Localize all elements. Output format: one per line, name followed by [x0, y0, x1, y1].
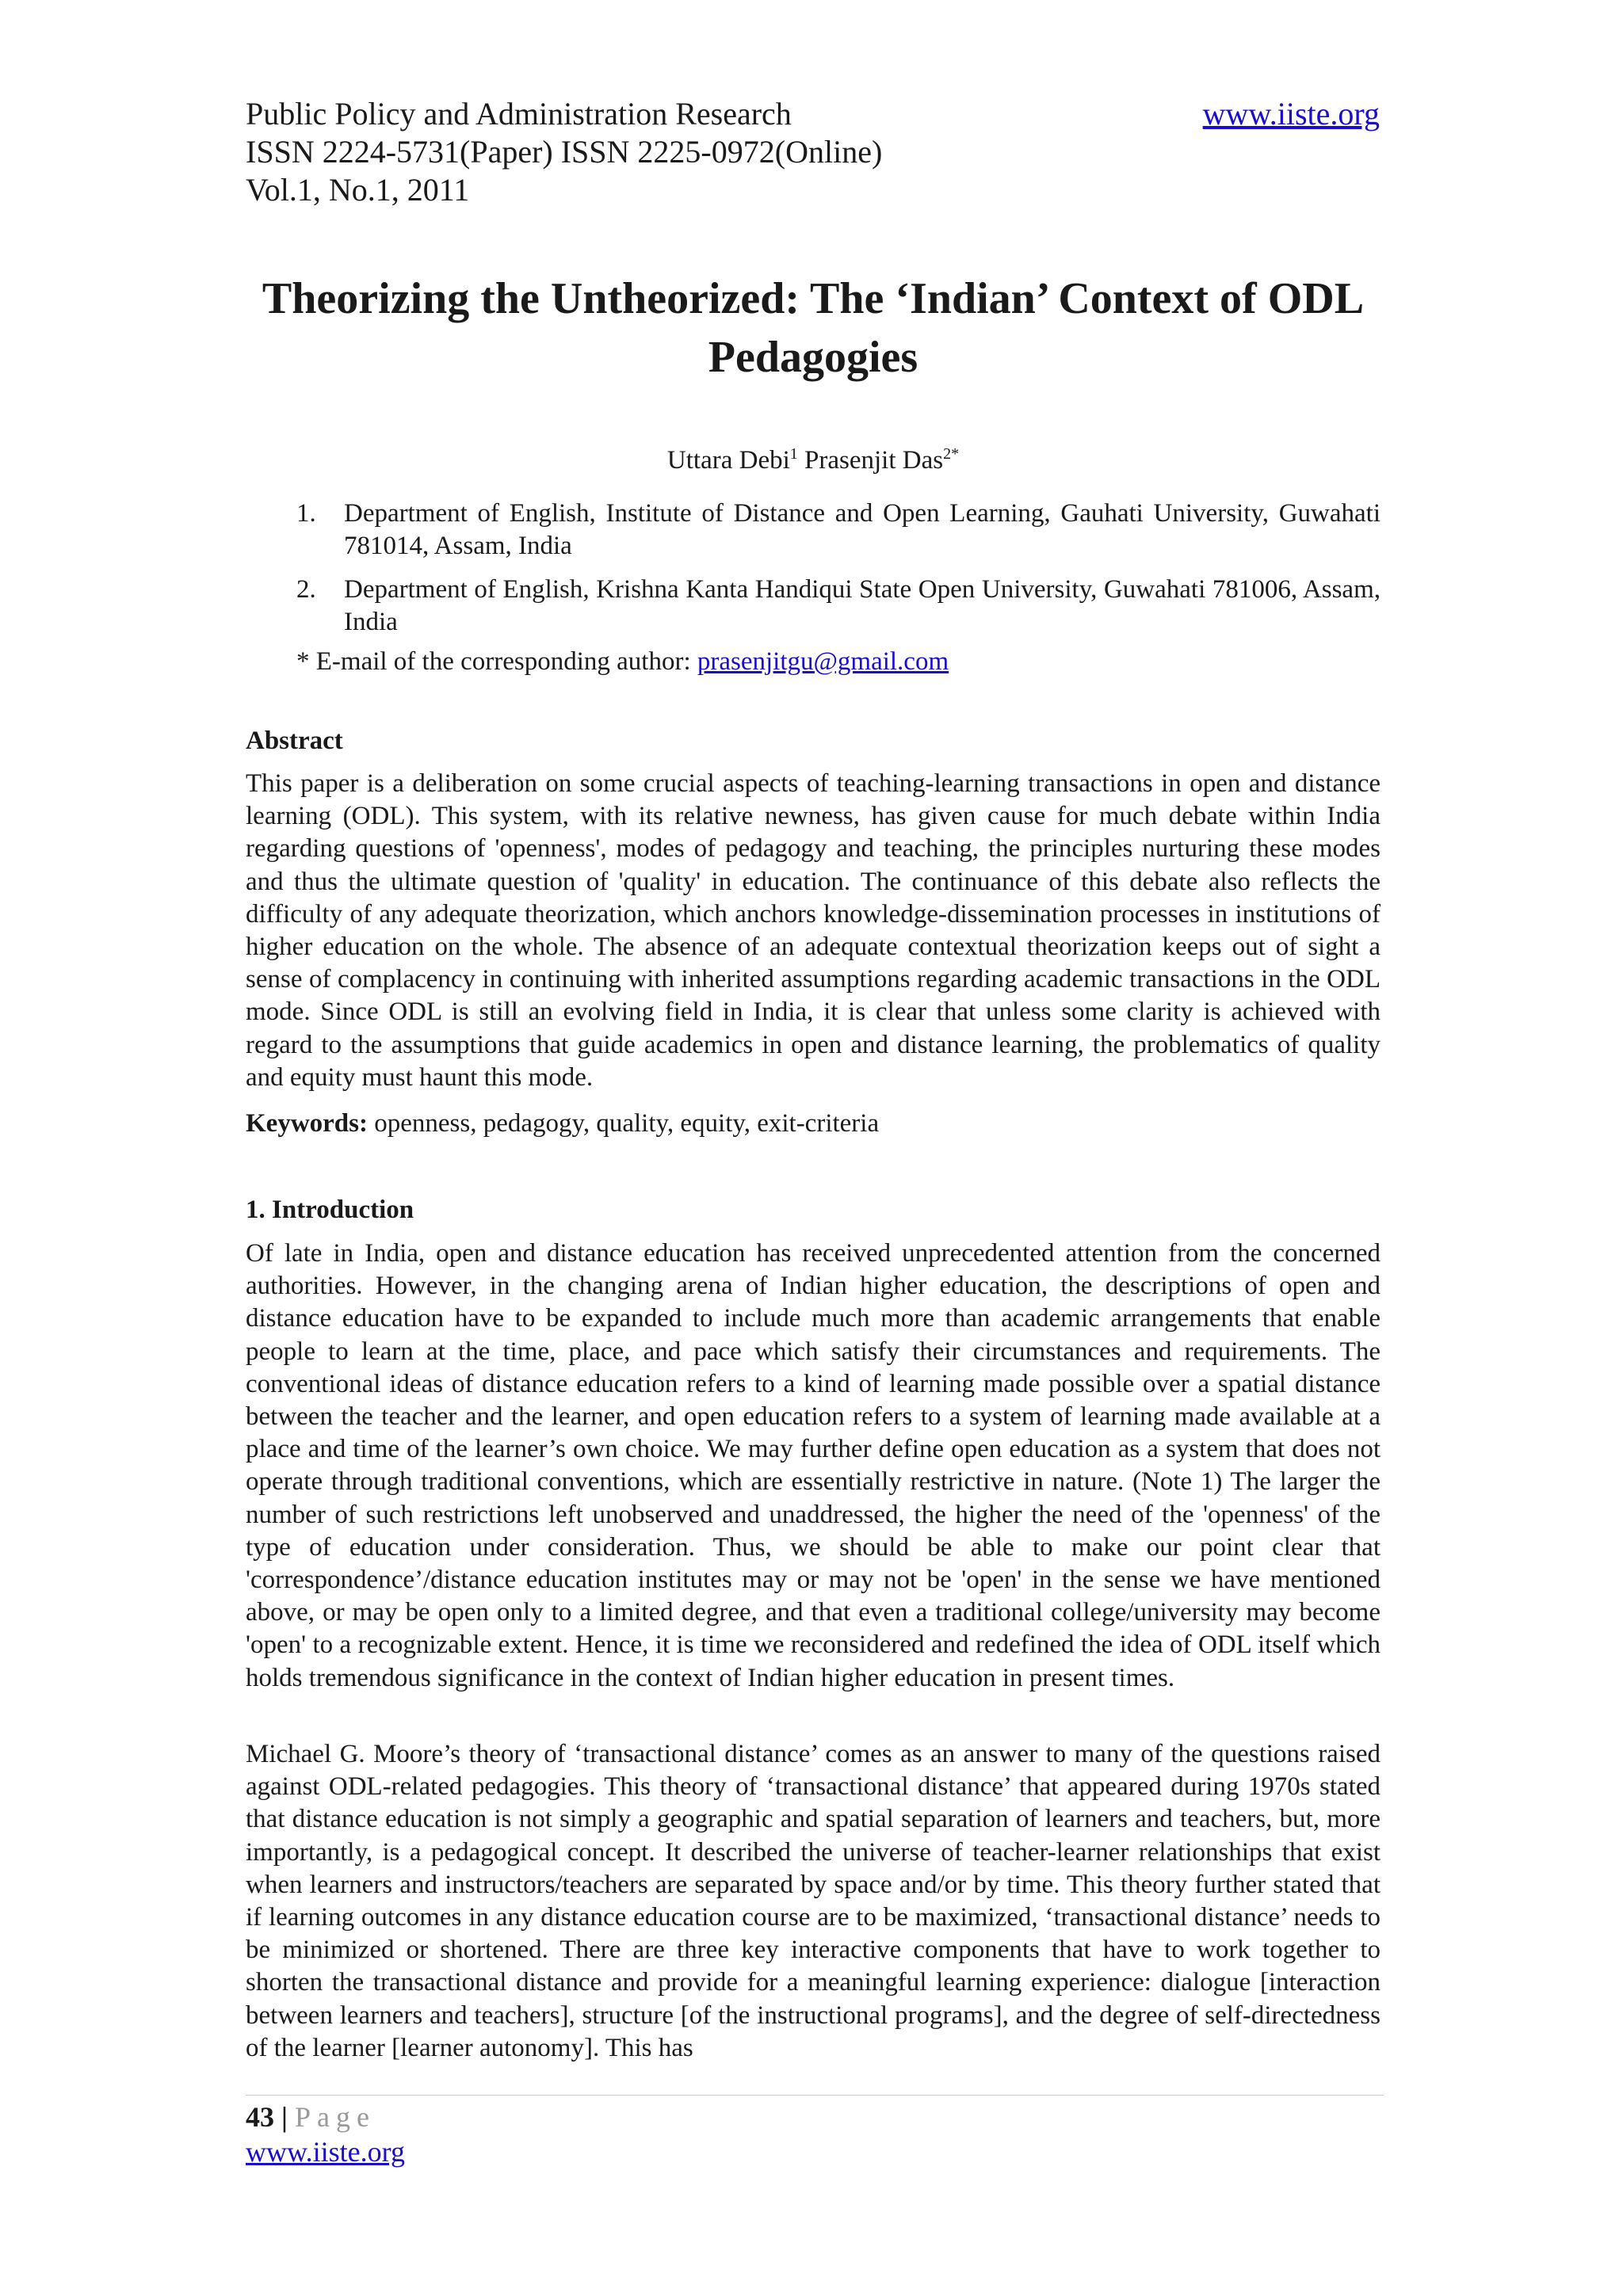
keywords-line	[246, 1108, 879, 1140]
journal-name: Public Policy and Administration Research	[246, 96, 792, 132]
author-affiliation-marker-1: 1	[789, 445, 798, 463]
introduction-paragraph-2: Michael G. Moore’s theory of ‘transactional distance’ comes as an answer to many of the questions raised against ODL-related pedagogies. This theory of ‘transactional distance’ that appeared during 1970s stated that distance education is not simply a geographic and spatial separation of learners and teachers, but, more importantly, is a pedagogical concept. It described the universe of teacher-learner relationships that exist when learners and instructors/teachers are separated by space and/or by time. This theory further stated that if learning outcomes in any distance education course are to be maximized, ‘transactional distance’ needs to be minimized or shortened. There are three key interactive components that have to work together to shorten the transactional distance and provide for a meaningful learning experience: dialogue [interaction between learners and teachers], structure [of the instructional programs], and the degree of self-directedness of the learner [learner autonomy]. This has	[246, 1740, 1381, 2062]
affiliation-text: Department of English, Institute of Distance and Open Learning, Gauhati University, Guwahati 781014, Assam, India	[344, 499, 1381, 560]
journal-issn: ISSN 2224-5731(Paper) ISSN 2225-0972(Online)	[246, 134, 883, 170]
introduction-paragraph-1: Of late in India, open and distance education has received unprecedented attention from the concerned authorities. However, in the changing arena of Indian higher education, the descriptions of open and distance education have to be expanded to include much more than academic arrangements that enable people to learn at the time, place, and pace which satisfy their circumstances and requirements. The conventional ideas of distance education refers to a kind of learning made possible over a spatial distance between the teacher and the learner, and open education refers to a system of learning made available at a place and time of the learner’s own choice. We may further define open education as a system that does not operate through traditional conventions, which are essentially restrictive in nature. (Note 1) The larger the number of such restrictions left unobserved and unaddressed, the higher the need of the 'openness' of the type of education under consideration. Thus, we should be able to make our point clear that 'correspondence’/distance education institutes may or may not be 'open' in the sense we have mentioned above, or may be open only to a limited degree, and that even a traditional college/university may become 'open' to a recognizable extent. Hence, it is time we reconsidered and redefined the idea of ODL itself which holds tremendous significance in the context of Indian higher education in present times.	[246, 1239, 1381, 1692]
paper-title-line-2: Pedagogies	[708, 333, 918, 382]
author-name-1: Uttara Debi	[666, 446, 790, 475]
affiliation-number: 1.	[296, 499, 316, 528]
affiliation-item	[246, 498, 1381, 563]
keywords-label: Keywords:	[246, 1109, 368, 1138]
paper-title-line-1: Theorizing the Untheorized: The ‘Indian’ Context of ODL	[262, 274, 1365, 323]
corresponding-email-line	[296, 646, 949, 678]
paper-title	[246, 269, 1381, 387]
email-label: * E-mail of the corresponding author:	[296, 647, 697, 676]
page-separator: |	[274, 2101, 295, 2133]
page-number: 43	[246, 2101, 274, 2133]
header-website-link[interactable]: www.iiste.org	[1202, 96, 1380, 132]
affiliation-number: 2.	[296, 575, 316, 604]
introduction-heading: 1. Introduction	[246, 1196, 414, 1224]
footer-divider	[246, 2095, 1384, 2096]
author-name-2: Prasenjit Das	[804, 446, 944, 475]
abstract-text: This paper is a deliberation on some crucial aspects of teaching-learning transactions in open and distance learning (ODL). This system, with its relative newness, has given cause for much debate within India regarding questions of 'openness', modes of pedagogy and teaching, the principles nurturing these modes and thus the ultimate question of 'quality' in education. The continuance of this debate also reflects the difficulty of any adequate theorization, which anchors knowledge-dissemination processes in institutions of higher education on the whole. The absence of an adequate contextual theorization keeps out of sight a sense of complacency in continuing with inherited assumptions regarding academic transactions in the ODL mode. Since ODL is still an evolving field in India, it is clear that unless some clarity is achieved with regard to the assumptions that guide academics in open and distance learning, the problematics of quality and equity must haunt this mode.	[246, 769, 1381, 1092]
email-link[interactable]: prasenjitgu@gmail.com	[697, 647, 949, 676]
affiliation-item	[246, 574, 1381, 639]
journal-volume: Vol.1, No.1, 2011	[246, 172, 470, 208]
keywords-text: openness, pedagogy, quality, equity, exit-criteria	[367, 1109, 880, 1138]
affiliation-list	[246, 498, 1381, 563]
page-number-line	[246, 2100, 376, 2134]
author-list	[246, 444, 1381, 477]
footer-website-link[interactable]: www.iiste.org	[246, 2136, 405, 2168]
affiliation-text: Department of English, Krishna Kanta Handiqui State Open University, Guwahati 781006, Assam, India	[344, 575, 1381, 636]
affiliation-list-2	[246, 574, 1381, 639]
abstract-heading: Abstract	[246, 727, 343, 755]
author-affiliation-marker-2: 2*	[943, 445, 960, 463]
page-label: Page	[294, 2101, 376, 2133]
